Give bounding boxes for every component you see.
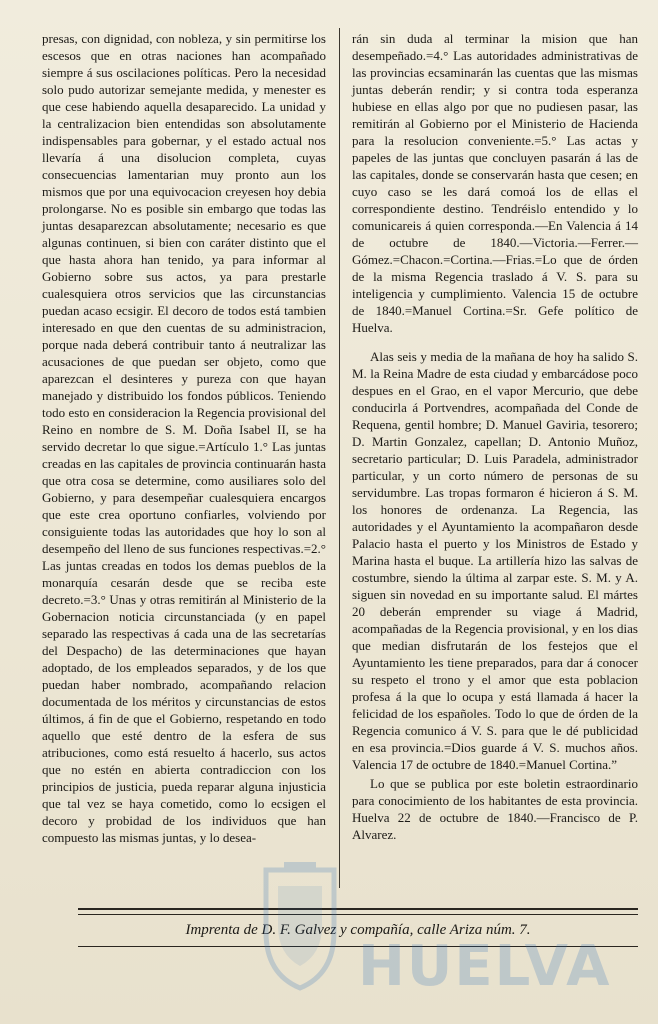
column-divider — [339, 28, 340, 888]
publication-notice-paragraph: Lo que se publica por este boletin estraordinario para conocimiento de los habitantes de esta provincia. Huelva 22 de octubre de 1840.—Francisco de P. Alvarez. — [352, 776, 638, 842]
right-column — [352, 30, 638, 843]
left-paragraph: presas, con dignidad, con nobleza, y sin permitirse los escesos que en otras naciones han acompañado siempre á sus oscilaciones políticas. Pero la necesidad solo pudo autorizar semejante medida, y menester es que cese habiendo aquella desaparecido. La unidad y la centralizacion bien entendidas son absolutamente indispensables para gobernar, y el estado actual nos llevaría á una disolucion completa, cuyas consecuencias lamentarian muy pronto aun los mismos que por una equivocacion creyesen hoy debia prolongarse. No es posible sin embargo que todas las juntas desaparezcan absolutamente; necesario es que algunas continuen, si bien con caráter distinto que el que hasta ahora han tenido, ya para informar al Gobierno sobre sus actos, ya para prestarle cualesquiera otros servicios que las circunstancias puedan acaso ecsigir. El decoro de todos está tambien interesado en que den cuentas de su administracion, porque nada deberá contribuir tanto á neutralizar las acusaciones de que puedan ser objeto, como que aparezcan el desinteres y pureza con que hayan manejado y distribuido los fondos públicos. Teniendo todo esto en consideracion la Regencia provisional del Reino en nombre de S. M. Doña Isabel II, se ha servido decretar lo que sigue.=Artículo 1.° Las juntas creadas en las capitales de provincia continuarán hasta que otra cosa se determine, como ausiliares solo del Gobierno, y para desempeñar cualesquiera encargos que este crea oportuno confiarles, volviendo por consiguiente todas las autoridades que hoy lo son al desempeño del lleno de sus funciones respectivas.=2.° Las juntas creadas en todos los demas pueblos de la monarquía cesarán desde que se reciba este decreto.=3.° Unas y otras remitirán al Ministerio de la Gobernacion noticia circunstanciada (y en papel separado las respectivas á cada una de las secretarías del Despacho) de las determinaciones que hayan adoptado, de los empleados separados, y de los que puedan haber nombrado, acompañando relacion documentada de los méritos y circunstancias de estos últimos, á fin de que el Gobierno, respetando en todo aquello que esté dentro de la esfera de sus atribuciones, como está resuelto á hacerlo, sus actos que no estén en abierta contradiccion con los principios de justicia, pueda reparar alguna injusticia que tal vez se haya cometido, como lo ecsigen el decoro y probidad de los individuos que han compuesto las mismas juntas, y lo desea- — [42, 31, 326, 845]
left-column — [42, 30, 326, 846]
footer-double-rule — [78, 908, 638, 915]
queen-departure-paragraph: Alas seis y media de la mañana de hoy ha salido S. M. la Reina Madre de esta ciudad y embarcádose poco despues en el Grao, en el vapor Mercurio, que debe conducirla á Portvendres, acompañada del Conde de Requena, gentil hombre; D. Manuel Gaviria, tesorero; D. Martin Gonzalez, capellan; D. Antonio Muñoz, secretario particular; D. Luis Paradela, administrador particular, y un corto número de personas de su servidumbre. Las tropas formaron é hicieron á S. M. los honores de ordenanza. La Regencia, las autoridades y el Ayuntamiento la acompañaron desde Palacio hasta el puerto y los Ministros de Estado y Marina hasta el buque. La artillería hizo las salvas de costumbre, siendo la última al zarpar este. S. M. y A. siguen sin novedad en su importante salud. El mártes 20 deberán emprender su viage á Madrid, acompañadas de la Regencia provisional, y en los dias que median disfrutarán de los festejos que el Ayuntamiento les tiene preparados, para dar á conocer su respeto el trono y el amor que esta poblacion profesa á la que lo ocupa y está llamada á hacer la felicidad de los españoles. Todo lo que de órden de la Regencia comunico á V. S. para que le dé publicidad en esa provincia.=Dios guarde á V. S. muchos años. Valencia 17 de octubre de 1840.=Manuel Cortina.” — [352, 349, 638, 772]
decree-continuation-paragraph: rán sin duda al terminar la mision que han desempeñado.=4.° Las autoridades administrativas de las provincias ecsaminarán las cuentas que las mismas juntas deberán rendir; y si contra toda esperanza hubiese en ellas algo por que no pudiesen pasar, las remitirán al Gobierno por el Ministerio de Hacienda para la resolucion conveniente.=5.° Las actas y papeles de las juntas que concluyen pasarán á las de las capitales, donde se conservarán hasta que cesen; en cuyo caso se les dará comoá los de ellas el correspondiente destino. Tendréislo entendido y lo comunicareis á quien corresponda.—En Valencia á 14 de octubre de 1840.—Victoria.—Ferrer.—Gómez.=Chacon.=Cortina.—Frias.=Lo que de órden de la misma Regencia traslado á V. S. para su inteligencia y cumplimiento. Valencia 15 de octubre de 1840.=Manuel Cortina.=Sr. Gefe político de Huelva. — [352, 31, 638, 335]
watermark-text: HUELVA — [358, 934, 612, 999]
footer-rule — [78, 946, 638, 947]
printer-imprint: Imprenta de D. F. Galvez y compañía, calle Ariza núm. 7. — [185, 922, 531, 938]
